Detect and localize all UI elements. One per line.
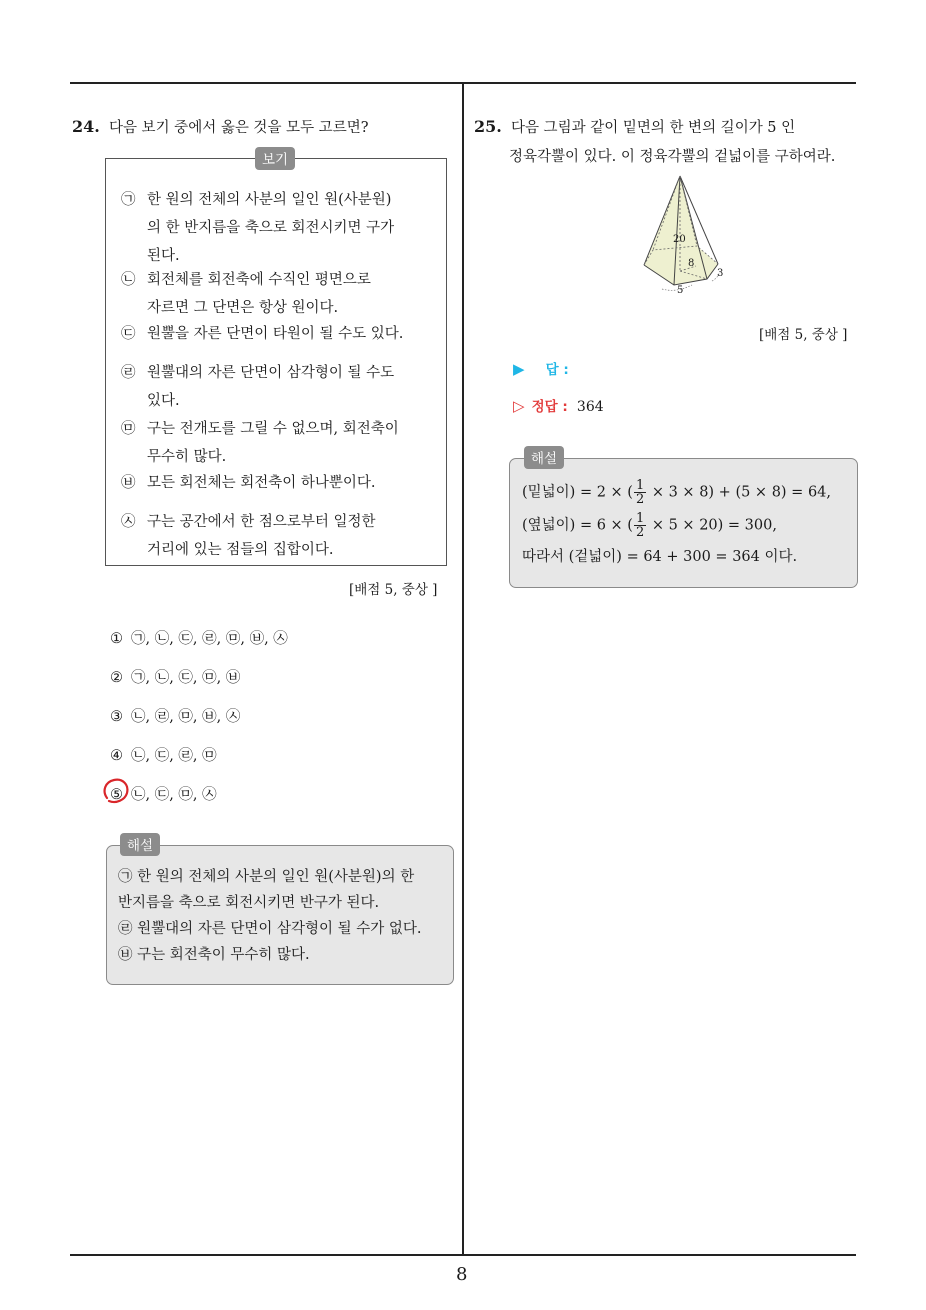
correct-arrow-icon: ▷ (513, 397, 525, 415)
bogi-item-text: 자르면 그 단면은 항상 원이다. (147, 300, 339, 316)
question-24-header (72, 116, 368, 137)
choice-text: ㉡, ㉢, ㉤, ㉦ (131, 787, 217, 803)
fraction-half (634, 512, 646, 539)
bogi-item-text: 원뿔을 자른 단면이 타원이 될 수도 있다. (147, 326, 404, 342)
choice-option-4[interactable] (110, 744, 217, 765)
frac-num: 1 (635, 478, 645, 493)
correct-value: 364 (576, 399, 604, 415)
q24-score: [배점 5, 중상 ] (349, 582, 438, 598)
fraction-half (634, 479, 646, 506)
correct-label: 정답 : (531, 399, 568, 415)
sol2-prefix: (옆넓이) = 6 × ( (522, 517, 633, 534)
choice-text: ㉡, ㉢, ㉣, ㉤ (131, 748, 217, 764)
question-text-line2: 정육각뿔이 있다. 이 정육각뿔의 겉넓이를 구하여라. (509, 149, 836, 165)
choice-number: ③ (110, 709, 123, 725)
sol1-prefix: (밑넓이) = 2 × ( (522, 484, 633, 501)
bogi-item-mark: ㉢ (121, 326, 136, 342)
solution-line-total: 따라서 (겉넓이) = 64 + 300 = 364 이다. (522, 549, 798, 565)
correct-answer-row (513, 395, 604, 415)
frac-num: 1 (635, 511, 645, 526)
bogi-item-mark: ㉣ (121, 365, 136, 381)
choice-option-3[interactable] (110, 705, 240, 726)
answer-label: 답 : (545, 362, 569, 378)
bogi-item (121, 186, 431, 270)
bogi-item (121, 508, 431, 564)
bogi-item-text: 구는 공간에서 한 점으로부터 일정한 (147, 514, 376, 530)
solution-line: ㉣ 원뿔대의 자른 단면이 삼각형이 될 수가 없다. (118, 921, 422, 937)
bogi-item-text: 원뿔대의 자른 단면이 삼각형이 될 수도 (147, 365, 395, 381)
bogi-item-mark: ㉡ (121, 272, 136, 288)
choice-number: ⑤ (110, 787, 123, 803)
bogi-item-mark: ㉥ (121, 475, 136, 491)
figure-label-apothem: 8 (688, 258, 695, 269)
answer-arrow-icon: ▶ (513, 360, 525, 378)
bogi-item-text: 된다. (147, 248, 180, 264)
question-number: 25. (474, 117, 502, 136)
choice-text: ㉡, ㉣, ㉤, ㉥, ㉦ (131, 709, 241, 725)
choice-text: ㉠, ㉡, ㉢, ㉣, ㉤, ㉥, ㉦ (131, 631, 288, 647)
bogi-item (121, 266, 431, 322)
choice-option-1[interactable] (110, 627, 288, 648)
figure-label-base: 5 (677, 285, 684, 296)
frac-den: 2 (635, 492, 645, 507)
bogi-item-text: 한 원의 전체의 사분의 일인 원(사분원) (147, 192, 392, 208)
page-number: 8 (456, 1264, 468, 1285)
q25-solution-label: 해설 (524, 446, 564, 469)
selected-answer-circle (101, 777, 131, 805)
bogi-item-text: 무수히 많다. (147, 449, 227, 465)
choice-number: ① (110, 631, 123, 647)
solution-line: ㉠ 한 원의 전체의 사분의 일인 원(사분원)의 한 (118, 869, 415, 885)
bogi-item-mark: ㉦ (121, 514, 136, 530)
q24-solution-label: 해설 (120, 833, 160, 856)
sol2-suffix: × 5 × 20) = 300, (647, 517, 777, 534)
question-25-header (474, 116, 795, 137)
question-number: 24. (72, 117, 100, 136)
column-divider (462, 82, 464, 1256)
bogi-item-text: 거리에 있는 점들의 집합이다. (147, 542, 334, 558)
question-text: 다음 보기 중에서 옳은 것을 모두 고르면? (108, 120, 369, 136)
bogi-item (121, 320, 431, 348)
figure-label-slant: 20 (673, 234, 686, 245)
bogi-label: 보기 (255, 147, 295, 170)
solution-line: 반지름을 축으로 회전시키면 반구가 된다. (118, 895, 380, 911)
bogi-item (121, 415, 431, 471)
bogi-item-text: 의 한 반지름을 축으로 회전시키면 구가 (147, 220, 395, 236)
choice-number: ④ (110, 748, 123, 764)
question-text-line1: 다음 그림과 같이 밑면의 한 변의 길이가 5 인 (510, 120, 796, 136)
choice-text: ㉠, ㉡, ㉢, ㉤, ㉥ (131, 670, 241, 686)
solution-line-side-area (522, 512, 777, 539)
choice-number: ② (110, 670, 123, 686)
sol1-suffix: × 3 × 8) + (5 × 8) = 64, (647, 484, 832, 501)
solution-line-base-area (522, 479, 831, 506)
figure-label-side: 3 (717, 268, 724, 279)
choice-option-2[interactable] (110, 666, 240, 687)
answer-row (513, 358, 569, 378)
bogi-item (121, 469, 431, 497)
bogi-item-mark: ㉤ (121, 421, 136, 437)
bogi-item-mark: ㉠ (121, 192, 136, 208)
frac-den: 2 (635, 525, 645, 540)
solution-line: ㉥ 구는 회전축이 무수히 많다. (118, 947, 310, 963)
bogi-item-text: 구는 전개도를 그릴 수 없으며, 회전축이 (147, 421, 399, 437)
bogi-item-text: 모든 회전체는 회전축이 하나뿐이다. (147, 475, 376, 491)
bogi-item-text: 있다. (147, 393, 180, 409)
bogi-item (121, 359, 431, 415)
bogi-item-text: 회전체를 회전축에 수직인 평면으로 (147, 272, 371, 288)
q25-score: [배점 5, 중상 ] (759, 327, 848, 343)
